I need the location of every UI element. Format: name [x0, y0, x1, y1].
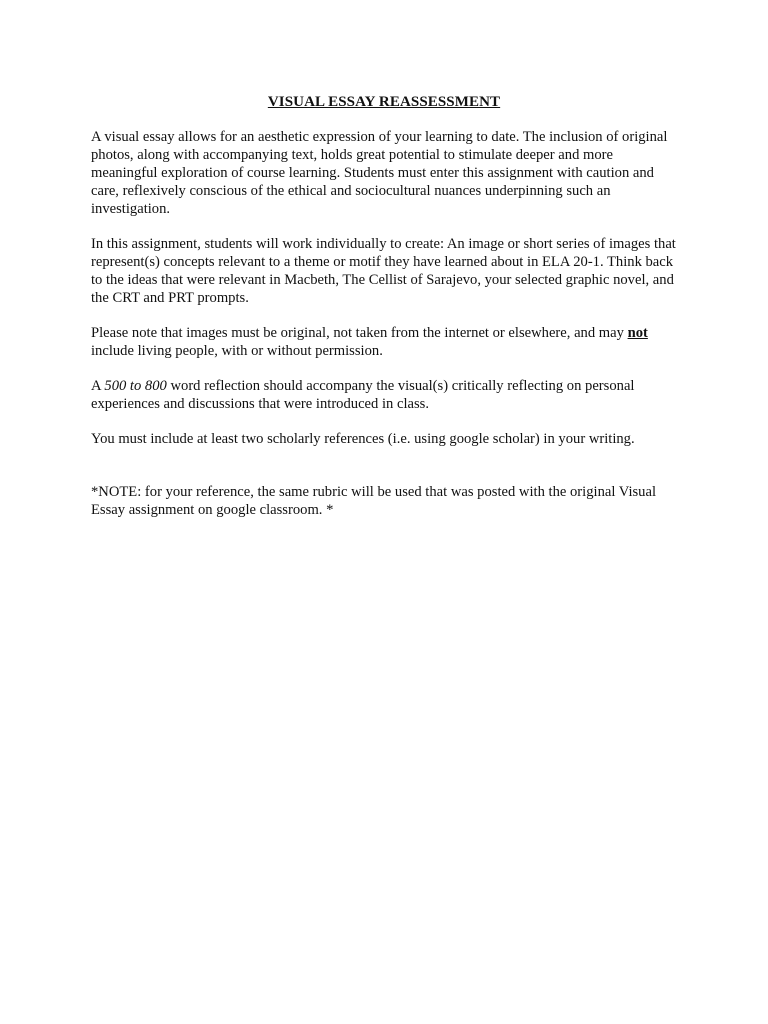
reflection-text-start: A [91, 378, 105, 394]
image-rules-text-start: Please note that images must be original, not taken from the internet or elsewhere, and may [91, 325, 628, 341]
paragraph-references: You must include at least two scholarly references (i.e. using google scholar) in your writing. [91, 431, 635, 447]
paragraph-image-rules [91, 324, 681, 360]
document-body [91, 128, 681, 536]
paragraph-intro: A visual essay allows for an aesthetic expression of your learning to date. The inclusion of original photos, along with accompanying text, holds great potential to stimulate deeper and more meaningful exploration of course learning. Students must enter this assignment with caution and care, reflexively conscious of the ethical and sociocultural nuances underpinning such an investigation. [91, 129, 668, 217]
document-title: VISUAL ESSAY REASSESSMENT [267, 94, 501, 110]
paragraph-note: *NOTE: for your reference, the same rubric will be used that was posted with the original Visual Essay assignment on google classroom. * [91, 484, 657, 518]
reflection-text-end: word reflection should accompany the visual(s) critically reflecting on personal experiences and discussions that were introduced in class. [91, 378, 635, 412]
image-rules-emphasis: not [627, 325, 648, 341]
paragraph-reflection [91, 377, 681, 413]
paragraph-assignment: In this assignment, students will work individually to create: An image or short series of images that represent(s) concepts relevant to a theme or motif they have learned about in ELA 20-1. Think back to the ideas that were relevant in Macbeth, The Cellist of Sarajevo, your selected graphic novel, and the CRT and PRT prompts. [91, 236, 676, 306]
reflection-word-count: 500 to 800 [104, 378, 167, 394]
image-rules-text-end: include living people, with or without permission. [91, 343, 383, 359]
